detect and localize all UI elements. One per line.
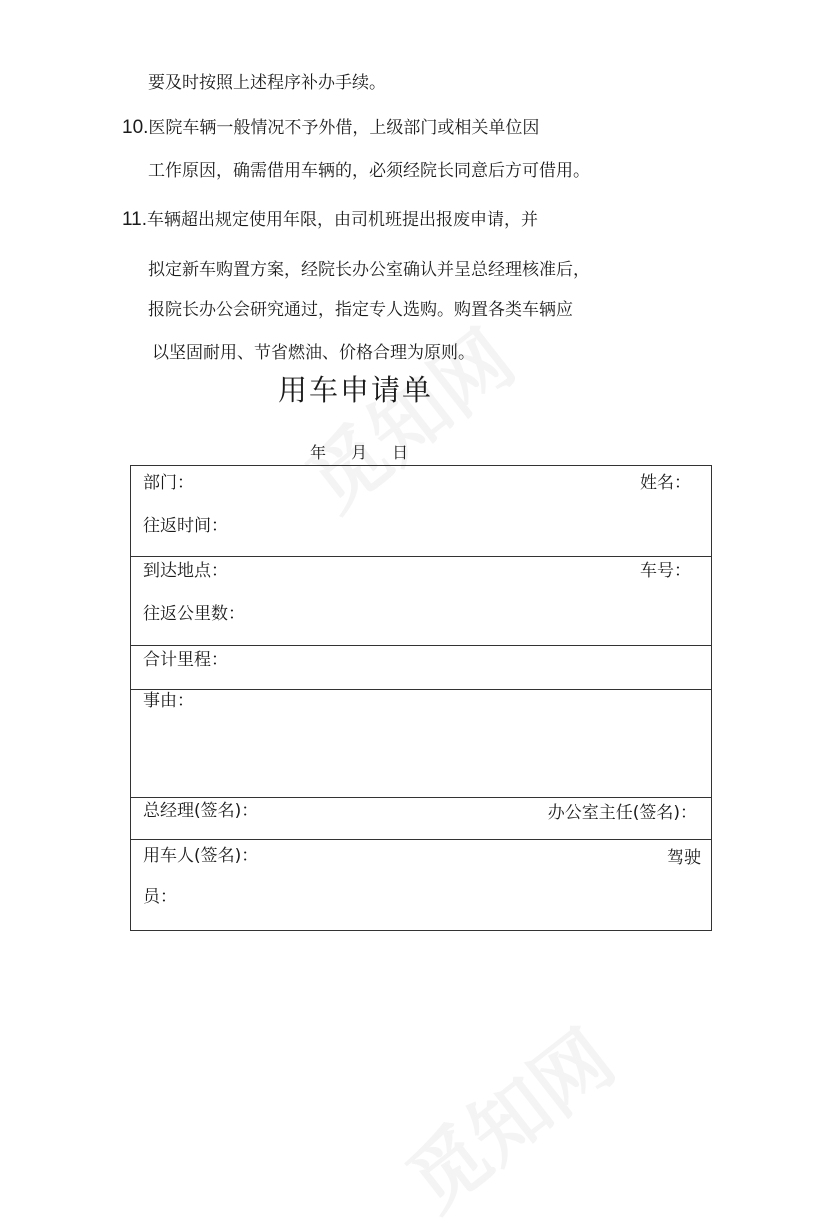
watermark bbox=[380, 1000, 633, 1232]
form-row-reason bbox=[131, 690, 711, 798]
form-title: 用车申请单 bbox=[278, 373, 434, 407]
form-row-destination bbox=[131, 557, 711, 646]
form-row-user bbox=[131, 840, 711, 930]
item-text: 医院车辆一般情况不予外借，上级部门或相关单位因 bbox=[148, 118, 540, 138]
round-trip-km-label: 往返公里数： bbox=[143, 604, 245, 624]
item-number: 11. bbox=[122, 209, 148, 230]
paragraph-11-line-4: 以坚固耐用、节省燃油、价格合理为原则。 bbox=[152, 343, 475, 363]
item-number: 10. bbox=[122, 117, 149, 138]
destination-label: 到达地点： bbox=[143, 561, 228, 581]
form-row-approval bbox=[131, 798, 711, 840]
gm-signature-label: 总经理(签名)： bbox=[143, 801, 259, 821]
driver-label-part1: 驾驶 bbox=[667, 848, 701, 868]
paragraph-9-tail: 要及时按照上述程序补办手续。 bbox=[148, 73, 386, 93]
form-date: 年 月 日 bbox=[310, 443, 419, 462]
paragraph-11-line-1 bbox=[122, 209, 538, 231]
paragraph-10-line-1 bbox=[122, 117, 539, 139]
round-trip-time-label: 往返时间： bbox=[143, 516, 228, 536]
user-signature-label: 用车人(签名)： bbox=[143, 846, 259, 866]
paragraph-10-line-2: 工作原因，确需借用车辆的，必须经院长同意后方可借用。 bbox=[148, 161, 590, 181]
reason-label: 事由： bbox=[143, 691, 194, 711]
name-label: 姓名： bbox=[640, 473, 691, 493]
paragraph-11-line-2: 拟定新车购置方案，经院长办公室确认并呈总经理核准后， bbox=[148, 260, 590, 280]
vehicle-request-form bbox=[130, 465, 712, 931]
form-row-mileage bbox=[131, 646, 711, 690]
paragraph-11-line-3: 报院长办公会研究通过，指定专人选购。购置各类车辆应 bbox=[148, 300, 573, 320]
department-label: 部门： bbox=[143, 473, 194, 493]
office-director-signature-label: 办公室主任(签名)： bbox=[547, 803, 697, 823]
total-mileage-label: 合计里程： bbox=[143, 650, 228, 670]
car-number-label: 车号： bbox=[640, 561, 691, 581]
driver-label-part2: 员： bbox=[143, 887, 177, 907]
item-text: 车辆超出规定使用年限，由司机班提出报废申请，并 bbox=[147, 210, 539, 230]
form-row-department bbox=[131, 466, 711, 557]
